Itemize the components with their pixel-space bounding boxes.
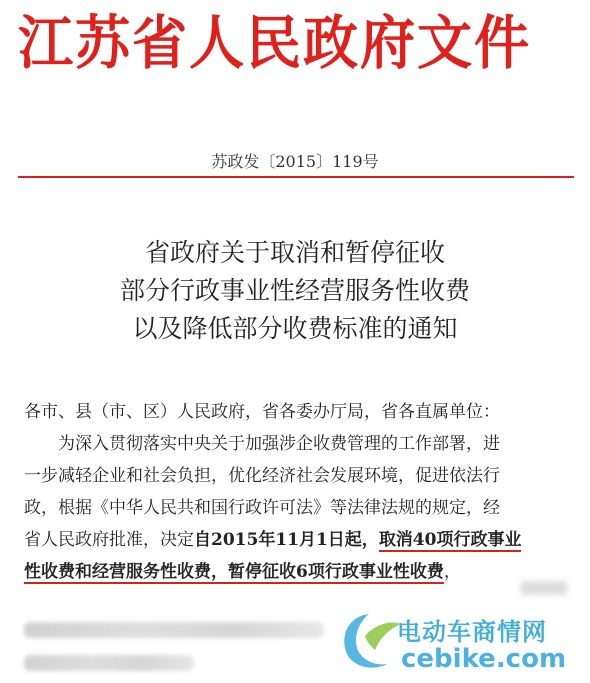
body-line-2: 一步减轻企业和社会负担，优化经济社会发展环境，促进依法行 <box>24 466 500 486</box>
effective-date-highlight: 自2015年11月1日起， <box>194 530 379 550</box>
blurred-text-line <box>24 622 324 638</box>
notice-title-line-3: 以及降低部分收费标准的通知 <box>132 314 458 343</box>
body-line-4-text: 省人民政府批准，决定 <box>24 530 194 550</box>
cebike-logo-icon <box>335 606 405 676</box>
cancel-fees-highlight-cont: 性收费和经营服务性收费， <box>24 562 228 582</box>
notice-title <box>0 234 590 348</box>
notice-title-line-2: 部分行政事业性经营服务性收费 <box>119 276 470 305</box>
body-line-5-tail: ， <box>443 562 461 582</box>
body-line-4 <box>24 524 572 556</box>
body-line-1: 为深入贯彻落实中央关于加强涉企收费管理的工作部署，进 <box>58 434 500 454</box>
document-header-title: 江苏省人民政府文件 <box>18 9 532 77</box>
blurred-text-tail <box>520 581 568 595</box>
body-line-5 <box>24 556 572 588</box>
notice-body <box>24 396 572 588</box>
salutation: 各市、县（市、区）人民政府，省各委办厅局，省各直属单位： <box>24 402 500 422</box>
blurred-text-line <box>24 655 194 671</box>
body-line-3: 政，根据《中华人民共和国行政许可法》等法律法规的规定，经 <box>24 498 500 518</box>
cancel-fees-highlight: 取消40项行政事业 <box>378 530 522 550</box>
document-number: 苏政发〔2015〕119号 <box>211 152 379 171</box>
red-divider <box>18 176 574 178</box>
watermark <box>335 606 585 678</box>
suspend-fees-highlight: 暂停征收6项行政事业性收费 <box>228 562 444 582</box>
watermark-en: cebike.com <box>401 644 567 674</box>
notice-title-line-1: 省政府关于取消和暂停征收 <box>144 238 445 267</box>
watermark-cn: 电动车商情网 <box>397 618 547 646</box>
